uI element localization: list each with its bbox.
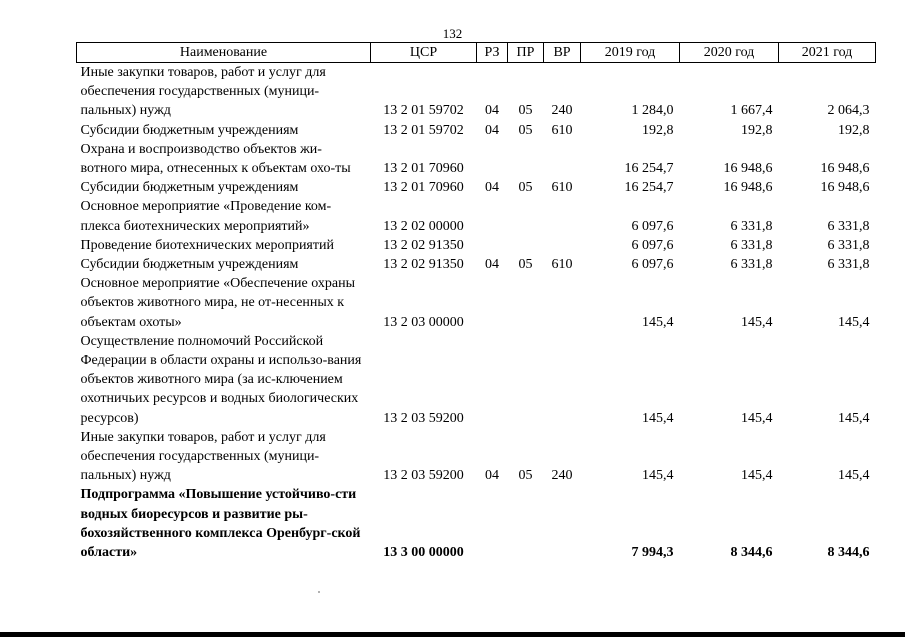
row-csr: 13 2 01 59702 — [383, 122, 464, 138]
table-row-subprogram — [77, 485, 876, 562]
row-name: Осуществление полномочий Российской Федерации в области охраны и использо-вания объектов животного мира (за ис-ключением охотничьих ресурсов и водных биологических ресурсов) — [80, 333, 362, 426]
table-row — [77, 274, 876, 332]
row-2019: 6 097,6 — [631, 257, 674, 273]
row-2020: 6 331,8 — [730, 257, 773, 273]
row-vr — [544, 485, 581, 562]
bottom-rule — [0, 632, 905, 637]
row-csr: 13 2 03 59200 — [383, 468, 464, 484]
row-2020: 145,4 — [741, 314, 773, 330]
row-2021: 16 948,6 — [820, 161, 870, 177]
page-number: 132 — [442, 26, 463, 41]
row-vr: 610 — [551, 180, 573, 196]
row-pr: 05 — [518, 122, 533, 138]
header-pr: ПР — [508, 43, 544, 63]
row-pr: 05 — [518, 257, 533, 273]
row-2019: 192,8 — [642, 122, 674, 138]
table-row — [77, 236, 876, 255]
row-csr: 13 2 02 91350 — [383, 257, 464, 273]
row-rz — [477, 332, 508, 428]
row-csr: 13 2 02 00000 — [383, 218, 464, 234]
row-csr: 13 2 01 70960 — [383, 180, 464, 196]
row-2020: 1 667,4 — [730, 103, 773, 119]
table-row — [77, 178, 876, 197]
row-2020: 6 331,8 — [730, 237, 773, 253]
row-rz: 04 — [485, 122, 499, 138]
row-pr — [508, 485, 544, 562]
row-2019: 6 097,6 — [631, 237, 674, 253]
table-body — [77, 63, 876, 563]
row-csr: 13 2 01 70960 — [383, 161, 464, 177]
row-csr: 13 2 02 91350 — [383, 237, 464, 253]
row-rz: 04 — [485, 103, 499, 119]
row-2020: 16 948,6 — [723, 161, 773, 177]
row-rz: 04 — [485, 180, 499, 196]
row-name: Основное мероприятие «Проведение ком-плекса биотехнических мероприятий» — [80, 199, 332, 234]
row-2019: 7 994,3 — [631, 545, 674, 561]
row-vr — [544, 274, 581, 332]
table-row — [77, 197, 876, 235]
row-2019: 1 284,0 — [631, 103, 674, 119]
row-csr: 13 2 01 59702 — [383, 103, 464, 119]
table-row — [77, 332, 876, 428]
row-vr — [544, 236, 581, 255]
header-csr: ЦСР — [371, 43, 477, 63]
row-2021: 8 344,6 — [827, 545, 870, 561]
row-name: Подпрограмма «Повышение устойчиво-сти водных биоресурсов и развитие ры-бохозяйственного комплекса Оренбург-ской области» — [80, 487, 361, 561]
row-2021: 6 331,8 — [827, 237, 870, 253]
row-vr — [544, 140, 581, 178]
table-row — [77, 63, 876, 121]
row-name: Проведение биотехнических мероприятий — [80, 237, 334, 253]
row-vr: 610 — [551, 122, 573, 138]
row-pr: 05 — [518, 468, 533, 484]
row-vr — [544, 332, 581, 428]
row-2019: 145,4 — [642, 468, 674, 484]
row-pr — [508, 236, 544, 255]
row-rz — [477, 274, 508, 332]
row-rz — [477, 485, 508, 562]
row-2021: 6 331,8 — [827, 218, 870, 234]
row-vr: 610 — [551, 257, 573, 273]
scan-speck — [318, 591, 320, 593]
row-name: Охрана и воспроизводство объектов жи-вотного мира, отнесенных к объектам охо-ты — [80, 141, 351, 177]
row-rz — [477, 236, 508, 255]
row-2019: 145,4 — [642, 410, 674, 426]
row-name: Иные закупки товаров, работ и услуг для обеспечения государственных (муници-пальных) нужд — [80, 65, 326, 119]
row-2021: 145,4 — [838, 468, 870, 484]
row-pr — [508, 140, 544, 178]
row-csr: 13 3 00 00000 — [383, 545, 464, 561]
row-pr — [508, 332, 544, 428]
row-2020: 145,4 — [741, 410, 773, 426]
row-name: Субсидии бюджетным учреждениям — [80, 180, 299, 196]
table-row — [77, 121, 876, 140]
row-2019: 145,4 — [642, 314, 674, 330]
row-pr: 05 — [518, 103, 533, 119]
row-name: Иные закупки товаров, работ и услуг для обеспечения государственных (муници-пальных) нужд — [80, 429, 326, 484]
row-2020: 8 344,6 — [730, 545, 773, 561]
header-2019: 2019 год — [581, 43, 680, 63]
row-rz: 04 — [485, 468, 499, 484]
row-2021: 2 064,3 — [827, 103, 870, 119]
row-rz: 04 — [485, 257, 499, 273]
row-2021: 145,4 — [838, 410, 870, 426]
header-vr: ВР — [544, 43, 581, 63]
budget-table — [76, 42, 876, 562]
table-row — [77, 428, 876, 486]
row-2021: 145,4 — [838, 314, 870, 330]
row-vr — [544, 197, 581, 235]
row-2019: 16 254,7 — [624, 180, 674, 196]
table-header — [77, 43, 876, 63]
row-pr: 05 — [518, 180, 533, 196]
header-2020: 2020 год — [680, 43, 779, 63]
header-rz: РЗ — [477, 43, 508, 63]
row-2019: 6 097,6 — [631, 218, 674, 234]
row-pr — [508, 274, 544, 332]
row-2020: 145,4 — [741, 468, 773, 484]
row-vr: 240 — [551, 103, 573, 119]
table-row — [77, 255, 876, 274]
row-name: Субсидии бюджетным учреждениям — [80, 122, 299, 138]
row-csr: 13 2 03 00000 — [383, 314, 464, 330]
row-rz — [477, 197, 508, 235]
row-2021: 16 948,6 — [820, 180, 870, 196]
row-name: Основное мероприятие «Обеспечение охраны объектов животного мира, не от-несенных к объектам охоты» — [80, 276, 356, 330]
row-2020: 16 948,6 — [723, 180, 773, 196]
row-name: Субсидии бюджетным учреждениям — [80, 257, 299, 273]
header-name: Наименование — [77, 43, 371, 63]
row-vr: 240 — [551, 468, 573, 484]
row-2020: 6 331,8 — [730, 218, 773, 234]
row-2020: 192,8 — [741, 122, 773, 138]
table-row — [77, 140, 876, 178]
row-2021: 6 331,8 — [827, 257, 870, 273]
row-csr: 13 2 03 59200 — [383, 410, 464, 426]
row-rz — [477, 140, 508, 178]
row-pr — [508, 197, 544, 235]
row-2019: 16 254,7 — [624, 161, 674, 177]
header-2021: 2021 год — [779, 43, 876, 63]
row-2021: 192,8 — [838, 122, 870, 138]
